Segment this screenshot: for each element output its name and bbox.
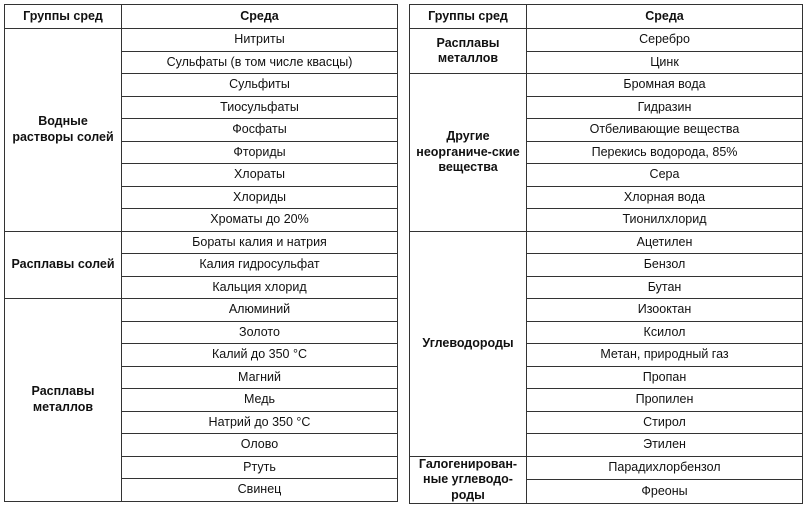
medium-cell: Олово [122, 434, 398, 457]
medium-cell: Стирол [527, 411, 803, 434]
medium-cell: Кальция хлорид [122, 276, 398, 299]
medium-cell: Калия гидросульфат [122, 254, 398, 277]
medium-cell: Хроматы до 20% [122, 209, 398, 232]
medium-cell: Бутан [527, 276, 803, 299]
medium-cell: Хлорная вода [527, 186, 803, 209]
table-body [5, 29, 398, 502]
medium-cell: Тионилхлорид [527, 209, 803, 232]
medium-cell: Бораты калия и натрия [122, 231, 398, 254]
group-name-cell: Углеводороды [410, 231, 527, 456]
medium-cell: Цинк [527, 51, 803, 74]
medium-cell: Хлораты [122, 164, 398, 187]
group-name-cell: Водные растворы солей [5, 29, 122, 232]
medium-cell: Ртуть [122, 456, 398, 479]
header-medium-col: Среда [122, 5, 398, 29]
group-name-cell: Расплавы солей [5, 231, 122, 299]
medium-cell: Калий до 350 °С [122, 344, 398, 367]
medium-cell: Золото [122, 321, 398, 344]
header-row [410, 5, 803, 29]
header-row [5, 5, 398, 29]
medium-cell: Изооктан [527, 299, 803, 322]
table-row [5, 299, 398, 322]
medium-cell: Отбеливающие вещества [527, 119, 803, 142]
group-name-cell: Расплавы металлов [410, 29, 527, 74]
media-table-right [409, 4, 803, 504]
header-group-col: Группы сред [5, 5, 122, 29]
medium-cell: Нитриты [122, 29, 398, 52]
medium-cell: Бензол [527, 254, 803, 277]
medium-cell: Этилен [527, 434, 803, 457]
group-name-cell: Другие неорганиче-ские вещества [410, 74, 527, 232]
table-body [410, 29, 803, 504]
table-row [410, 456, 803, 480]
medium-cell: Фреоны [527, 480, 803, 504]
medium-cell: Ацетилен [527, 231, 803, 254]
medium-cell: Серебро [527, 29, 803, 52]
table-row [5, 29, 398, 52]
medium-cell: Пропилен [527, 389, 803, 412]
medium-cell: Парадихлорбензол [527, 456, 803, 480]
table-row [5, 231, 398, 254]
header-medium-col: Среда [527, 5, 803, 29]
group-name-cell: Расплавы металлов [5, 299, 122, 502]
medium-cell: Свинец [122, 479, 398, 502]
medium-cell: Метан, природный газ [527, 344, 803, 367]
table-row [410, 231, 803, 254]
medium-cell: Фториды [122, 141, 398, 164]
media-table-left [4, 4, 398, 502]
medium-cell: Гидразин [527, 96, 803, 119]
table-row [410, 29, 803, 52]
medium-cell: Сульфаты (в том числе квасцы) [122, 51, 398, 74]
header-group-col: Группы сред [410, 5, 527, 29]
medium-cell: Натрий до 350 °С [122, 411, 398, 434]
medium-cell: Бромная вода [527, 74, 803, 97]
group-name-cell: Галогенирован-ные углеводо-роды [410, 456, 527, 504]
medium-cell: Перекись водорода, 85% [527, 141, 803, 164]
medium-cell: Алюминий [122, 299, 398, 322]
table-row [410, 74, 803, 97]
medium-cell: Сульфиты [122, 74, 398, 97]
medium-cell: Ксилол [527, 321, 803, 344]
medium-cell: Тиосульфаты [122, 96, 398, 119]
medium-cell: Хлориды [122, 186, 398, 209]
medium-cell: Медь [122, 389, 398, 412]
medium-cell: Пропан [527, 366, 803, 389]
medium-cell: Сера [527, 164, 803, 187]
medium-cell: Магний [122, 366, 398, 389]
medium-cell: Фосфаты [122, 119, 398, 142]
